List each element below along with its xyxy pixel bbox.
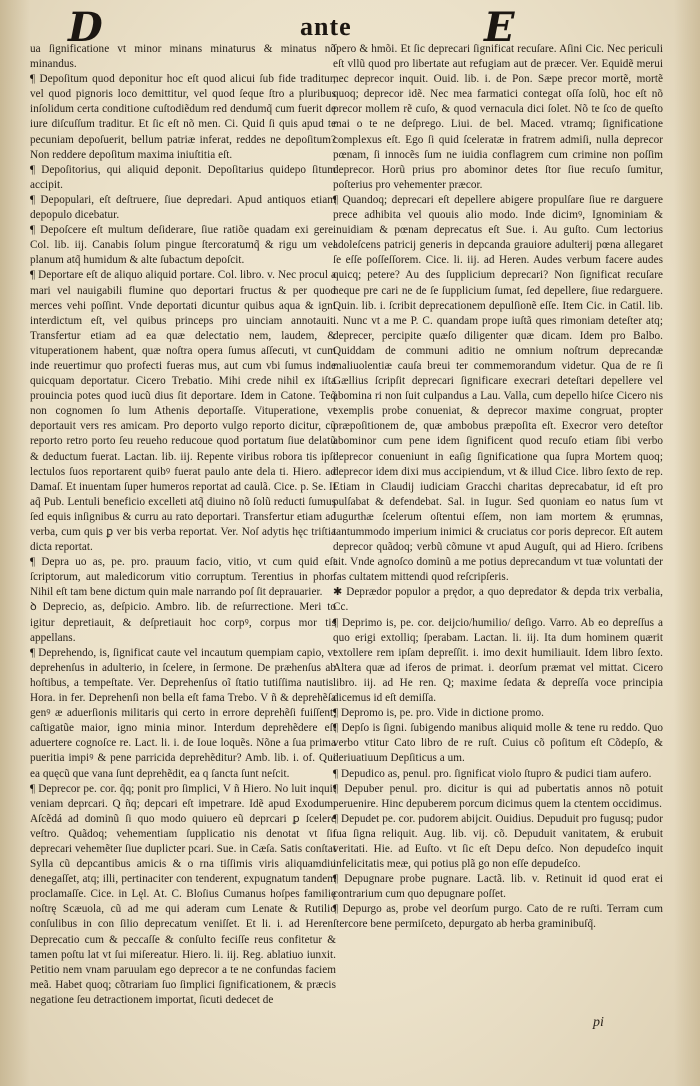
running-head (0, 4, 700, 51)
section-initial-right: E (484, 4, 515, 51)
page-title: ante (300, 12, 352, 41)
entry-paragraph: ¶ Depra uo as, pe. pro. prauum facio, vitio, vt cum quid eſt ſcriptorum, aut maledicorum vitio corruptum. Terentius in phor. Nihil eſt tam bene dictum quin male narrando poſ ſit deprauarier. (30, 556, 336, 599)
entry-paragraph: ¶ Depuber penul. pro. dicitur is qui ad pubertatis annos nõ potuit peruenire. Hinc depuberem porcum dicimus quem la ctentem occidimus. (333, 782, 663, 810)
entry-paragraph: ¶ Depoſitum quod deponitur hoc eſt quod alicui ſub fide traditur, vel quod pignoris loco demittitur, vel quod ſeque ſtro a pluribus inſolidum certa conditione cuſtodiẽdum red dendumq̃ cum fuerit de iure diſcuſſum traditur. Et ſic eſt nõ men. Ci. Quid ſi quis apud te pecuniam depoſuerit, bellum patriæ inferat, reddes ne depoſitum? Non reddere depoſitum maxima iniuſtitia eſt. (30, 73, 336, 161)
entry-paragraph: ¶ Depoſitorius, qui aliquid deponit. Depoſitarius quidepo ſitum accipit. (30, 163, 336, 191)
entry-paragraph: ¶ Deportare eſt de aliquo aliquid portare. Col. libro. v. Nec procul a mari vel nauigabili flumine quo deportari fructus & per quod merces vehi poſſint. Vnde deportati dicuntur quibus aqua & igni interdictum eſt, vel quibus princeps pro uinciam annotauit. Transfertur etiam ad ea quæ delectatio nem, laudem, & vituperationem habent, quæ noſtra opera ſumus aſſecuti, vt cum inde reuertimur quo profecti fueras mus, aut cum vbi ſumus inde quicquam deportatur. Cicero Trebatio. Mihi crede nihil ex iſta prouincia potes quod iucũ dius ſit deportare. Idem in Catone. Teq̃ non cognomen ſo lum Athenis deportaſſe. Vituperatione, vt deportauit vers res amicam. Pro deporto vulgo reporto dicitur, cũ reporto retro porto ſeu reueho reducoue quod portatum ſiue delatũ & deductum fuerat. Lactan. lib. iij. Repente viribus robora tis ipſi lectulos ſuos reportarent quibꝰ fuerat paulo ante dela ti. Hiero. ad Damaſ. Et inuentam ſuper humeros reportat ad caulã. Cice. p. Se. It aq̃ Pub. Lentuli beneficio excelleti atq̃ diuino nõ ſolũ reducti ſumus ſed equis inſignibus & curru au rato deportari. Transfertur etiam ad verba, cum quis ꝑ ver bis verba reportat. Ver. Noſ adytis hęc triſtia dicta reportat. (30, 269, 336, 554)
entry-paragraph: ¶ Depurgo as, probe vel deorſum purgo. Cato de re ruſti. Terram cum ſtercore bene permiſceto, depurgato ab herba graminibuſq̃. (333, 903, 663, 931)
entry-paragraph: ✱ Deprædor populor a prędor, a quo depredator & depda trix verbalia, Cc. (333, 586, 663, 614)
entry-paragraph: ¶ Deprecor pe. cor. q̃q; ponit pro ſimplici, V ñ Hiero. No luit inquit veniam deprcari. Q ñq; depcari eſt impetrare. Idẽ apud Exodum. Aſcẽdá ad dominũ ſi quo modo quiuero eũ deprcari ꝑ ſcelere veſtro. Quãdoq; vehementiam ſupplicatio nis denotat vt ſit deprecari vehemẽter ſiue duplicter pcari. Sue. in Cæſa. Satis conſtat Sylla cũ depcantibus amicis & o rna tiſſimis viris aliquamdiu denegaſſet, atq; illi, pertinaciter con tenderent, expugnatum tandem proclamaſſe. Cice. in Lęl. At. C. Bloſius Cumanus hoſpes familię noſtrę Scæuola, cũ ad me qui aderam cum Lenate & Rutilio conſulibus in con ſilio deprecatum veniſſet. Et li. i. ad Heren. Deprecatio cum & peccaſſe & conſulto feciſſe reus confitetur & tamen poſtu lat vt ſui miſereatur. Hiero. li. iij. Reg. ablatiuo iunxit. Petitio nem vnam paruulam ego deprecor a te ne confundas faciem meã. Habet quoq; cõtrariam ſuo ſimplici ſignificationem, & præcis negatione ſeu detractionem importat, ſicuti dedecet de (30, 782, 336, 1006)
entry-paragraph: ¶ Depopulari, eſt deſtruere, ſiue depredari. Apud antiquos etiam depopulo dicebatur. (30, 193, 336, 222)
entry-paragraph: ꝺ Deprecio, as, deſpicio. Ambro. lib. de reſurrectione. Meri to igitur depretiauit, & deſpretiauit hoc corpꝰ, corpus mor tis appellans. (30, 601, 336, 644)
page-edge-shadow-left (0, 0, 30, 1086)
entry-paragraph: ¶ Depſo is ſigni. ſubigendo manibus aliquid molle & tene ru reddo. Quo verbo vtitur Cato libro de re ruſt. Cuius cõ poſitum eſt Cõdepſo, & deriuatiuum Depſiticus a um. (333, 722, 663, 765)
signature-mark: pi (593, 1015, 604, 1030)
entry-paragraph: ¶ Depoſcere eſt multum deſiderare, ſiue ratiõe quadam exi gere. Col. lib. iij. Canabis ſolum pingue ſtercoratumq̃ & rigu um vel planum atq̃ humidum & alte ſubactum depoſcit. (30, 224, 336, 267)
entry-paragraph: ¶ Quandoq; deprecari eſt depellere abigere propulſare ſiue re darguere prece adhibita vel quouis alio modo. Inde dicimꝰ, Ignominiam & inuidiam & pœnam deprecatus eſt Sue. i. Au guſto. Cum lectorius adoleſcens patricij generis in depcanda grauiore adulterij pœna allegaret ſe eſſe poſſeſſorem. Cice. li. iij. ad Heren. Audes verbum facere audes quicq; petere? Au des ſupplicium deprecari? Non ſignificat recuſare neque pre cari ne de ſe ſupplicium ſumat, ſed depellere, ſiue redarguere. Quin. lib. i. ſcribit deprecationem depulſionẽ eſſe. Item Cic. in Catil. lib. i. Nunc vt a me P. C. quandam prope iuſtã ques rimoniam deteſter atq; deprecer, percipite quæſo diligenter quæ dicam. Idem pro Balbo. Quiddam de communi aditio ne omnium noſtrum deprecandæ maliuolentiæ cauſa breui ter commemorandum videtur. Qua de re ſi Gællius ſcripſit deprecari ſignificare execrari deteſtari depellere vel abomina ri non ſuit culpandus a Lau. Valla, cum depello hiſce Cicero nis exemplis probe conueniat, & deprecor maxime congruat, propter præpoſitionem de, quæ ambobus præpoſita eſt. Execror vero deteſtor abominor cum pene idem ſignificent quod recuſo etiam ſibi verbo deprecor conueniunt in eaſig ſignificatione qua ſupra Mortem quoq; deprecor idem dixi mus accipiendum, vt & illud Cice. libro ſexto de rep. Etiam in Claudij iudiciam Gracchi charitas deprecabatur, id eſt pro pulſabat & defendebat. Sal. in Iugur. Sed quoniam eo natus ſum vt Iugurthæ ſcelerum oſtentui eſſem, non iam mortem & ęrumnas, tantummodo imperium inimici & cruciatus cor poris deprecor. Eſt autem deprecor quãdoq; verbũ cõmune vt apud Auguſt, qui ad Hiero. ſcribens ait. Vnde agnoſco dominũ a me potius deprecandum vt tuæ voluntati der fas cultatem mittendi quod reſcripſeris. (333, 193, 663, 584)
entry-paragraph: ¶ Deprehendo, is, ſignificat caute vel incautum quempiam capio, vt deprehenſus in adulterio, in ſcelere, in ſermone. De præhenſus ab hoſtibus, a tempeſtate. Ver. Deprehenſus oĩ ſtatio tutiſſima nautis. Hora. in fer. Deprehenſi non bella eſt fama Trebo. V ñ & deprehẽſa genꝰ æ aduerſionis militaris qui certo in errore deprehẽſi fuiſſent, caſtigatũe maior, igno minia minor. Interdum deprehẽdere eſt aduertere cognoſce re. Lact. li. i. de Ioue loquẽs. Nõne a ſua prima pueritia impiꝰ & pene parricida deprehẽditur? Amb. lib. i. of. Qui ea quęcũ que vana ſunt deprehẽdit, ea q ſancta ſunt neſcit. (30, 646, 336, 780)
entry-paragraph: ſpero & hmõi. Et ſic deprecari ſignificat recuſare. Aſini Cic. Nec periculi eſt vllũ quod pro libertate aut refugiam aut de præcer. Ver. Equidẽ merui nec deprecor inquit. Ouid. lib. i. de Pon. Sæpe precor mortẽ, mortẽ quoq; deprecor idẽ. Nec mea farmatici contegat oſſa ſolũ, hoc eſt nõ precor mollem rẽ cuſo, & quod vernacula dici ſolet. Nõ te ſco de queſto mai o te ne deſprego. Liui. de bel. Maced. vtramq; ſignificatione complexus eſt. Ego ſi quid ſceleratæ in fratrem admiſi, nulla deprecor pœnam, ſi innocẽs ſum ne iuidia conflagrem cum crimine non poſſim deprecor. Horũ prius pro abominor detes ſtor ſiue recuſo ſumitur, poſterius pro vehementer præcor. (333, 43, 663, 191)
entry-paragraph: ¶ Deprimo is, pe. cor. deijcio/humilio/ deſigo. Varro. Ab eo depreſſus a quo erigi extolliq; ſperabam. Lactan. li. iij. Ita dum hominem quærit extollere rem ipſam depreſſit. i. imo dexit humiliauit. Idem libro ſexto. Altera quæ ad iferos de primat. i. deorſum præmat vel mittat. Cicero libro. iij. ad He ren. Q; maxime ſedata & depreſſa voce principia dicemus id eſt demiſſa. (333, 616, 663, 705)
left-column (30, 42, 336, 1008)
section-initial-left: D (68, 4, 103, 51)
entry-paragraph: ¶ Depudico as, penul. pro. ſignificat violo ſtupro & pudici tiam aufero. (333, 767, 652, 780)
right-column (333, 42, 663, 933)
page-edge-shadow-right (674, 0, 700, 1086)
entry-paragraph: ua ſignificatione vt minor minans minaturus & minatus nõ minandus. (30, 43, 336, 71)
entry-paragraph: ¶ Depromo is, pe. pro. Vide in dictione promo. (333, 707, 544, 720)
entry-paragraph: ¶ Depugnare probe pugnare. Lactã. lib. v. Retinuit id quod erat ei contrarium cum quo depugnare poſſet. (333, 873, 663, 901)
entry-paragraph: ¶ Depudet pe. cor. pudorem abijcit. Ouidius. Depuduit pro fugusq; pudor ſua ſigna reliquit. Aug. lib. vij. cõ. Depuduit vanitatem, & erubuit veritati. Hie. ad Euſto. vt ſic eſt Depu deſco. Non depudeſco inquit infelicitatis meæ, qui potius plã go non eſſe depudeſco. (333, 812, 663, 871)
